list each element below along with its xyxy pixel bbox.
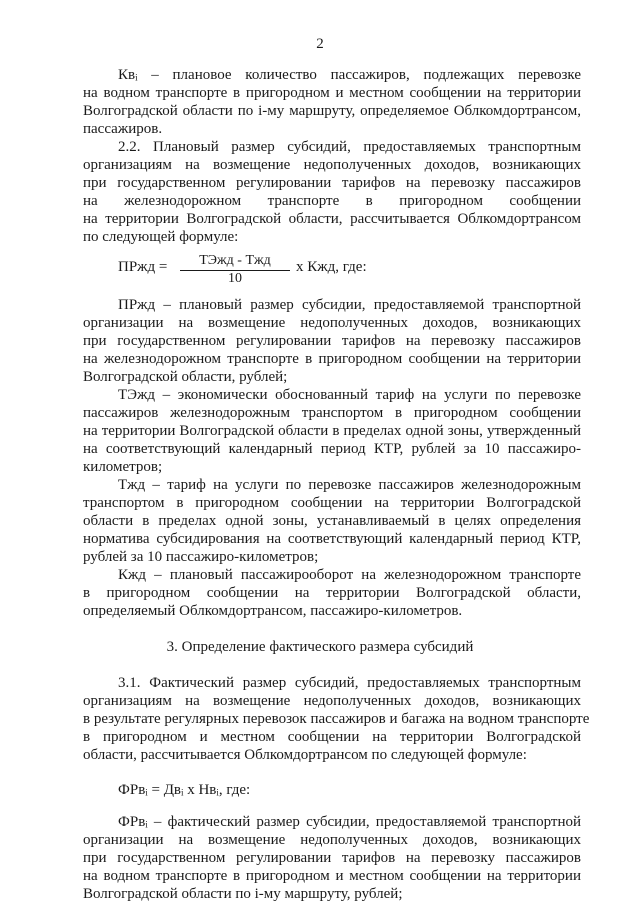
text-line: Волгоградской области, рублей; [83,369,288,385]
formula-2: ФРвᵢ = Двᵢ х Нвᵢ, где: [118,782,251,798]
text-line: организации на возмещение недополученных доходов, возникающих [83,832,581,848]
text-line: при государственном регулировании тарифов на перевозку пассажиров [83,333,581,349]
page-number: 2 [316,36,324,52]
formula-lhs: ПРжд = [118,259,168,275]
text-line: Волгоградской области по i-му маршруту, рублей; [83,886,403,902]
text-line: при государственном регулировании тарифов на перевозку пассажиров [83,175,581,191]
text-line: на соответствующий календарный период КТР, рублей за 10 пассажиро- [83,441,581,457]
text-line: на водном транспорте в пригородном и местном сообщении на территории [83,85,581,101]
text-line: в пригородном сообщении на территории Волгоградской области, [83,585,581,601]
text-line: организациям на возмещение недополученных доходов, возникающих [83,693,581,709]
text-line: на железнодорожном транспорте в пригородном сообщении на территории [83,351,581,367]
formula-rhs: х Кжд, где: [296,259,367,275]
text-line: ПРжд – плановый размер субсидии, предоставляемой транспортной [118,297,581,313]
formula-denominator: 10 [228,271,242,286]
text-line: определяемый Облкомдортрансом, пассажиро-километров. [83,603,463,619]
section-heading: 3. Определение фактического размера субсидий [166,639,474,655]
text-line: в результате регулярных перевозок пассажиров и багажа на водном транспорте [83,711,590,727]
text-line: организации на возмещение недополученных доходов, возникающих [83,315,581,331]
text-line: ТЭжд – экономически обоснованный тариф на услуги по перевозке [118,387,581,403]
text-line: области, рассчитывается Облкомдортрансом по следующей формуле: [83,747,527,763]
formula-numerator: ТЭжд - Тжд [199,253,271,268]
text-line: 2.2. Плановый размер субсидий, предоставляемых транспортным [118,139,581,155]
text-line: ФРвᵢ – фактический размер субсидии, предоставляемой транспортной [118,814,581,830]
text-line: транспортом в пригородном сообщении на территории Волгоградской [83,495,581,511]
text-line: 3.1. Фактический размер субсидий, предоставляемых транспортным [118,675,581,691]
text-line: на железнодорожном транспорте в пригородном сообщении [83,193,581,209]
text-line: рублей за 10 пассажиро-километров; [83,549,319,565]
text-line: области в пределах одной зоны, устанавливаемый в целях определения [83,513,581,529]
text-line: на территории Волгоградской области в пределах одной зоны, утвержденный [83,423,581,439]
text-line: на территории Волгоградской области, рассчитывается Облкомдортрансом [83,211,581,227]
text-line: Квᵢ – плановое количество пассажиров, подлежащих перевозке [118,67,581,83]
text-line: норматива субсидирования на соответствующий календарный период КТР, [83,531,581,547]
formula-fraction [180,254,290,286]
text-line: Кжд – плановый пассажирооборот на железнодорожном транспорте [118,567,581,583]
text-line: километров; [83,459,163,475]
text-line: пассажиров железнодорожным транспортом в пригородном сообщении [83,405,581,421]
text-line: Тжд – тариф на услуги по перевозке пассажиров железнодорожным [118,477,581,493]
text-line: по следующей формуле: [83,229,239,245]
text-line: при государственном регулировании тарифов на перевозку пассажиров [83,850,581,866]
text-line: Волгоградской области по i-му маршруту, определяемое Облкомдортрансом, [83,103,581,119]
text-line: на водном транспорте в пригородном и местном сообщении на территории [83,868,581,884]
text-line: в пригородном и местном сообщении на территории Волгоградской [83,729,581,745]
text-line: пассажиров. [83,121,163,137]
text-line: организациям на возмещение недополученных доходов, возникающих [83,157,581,173]
